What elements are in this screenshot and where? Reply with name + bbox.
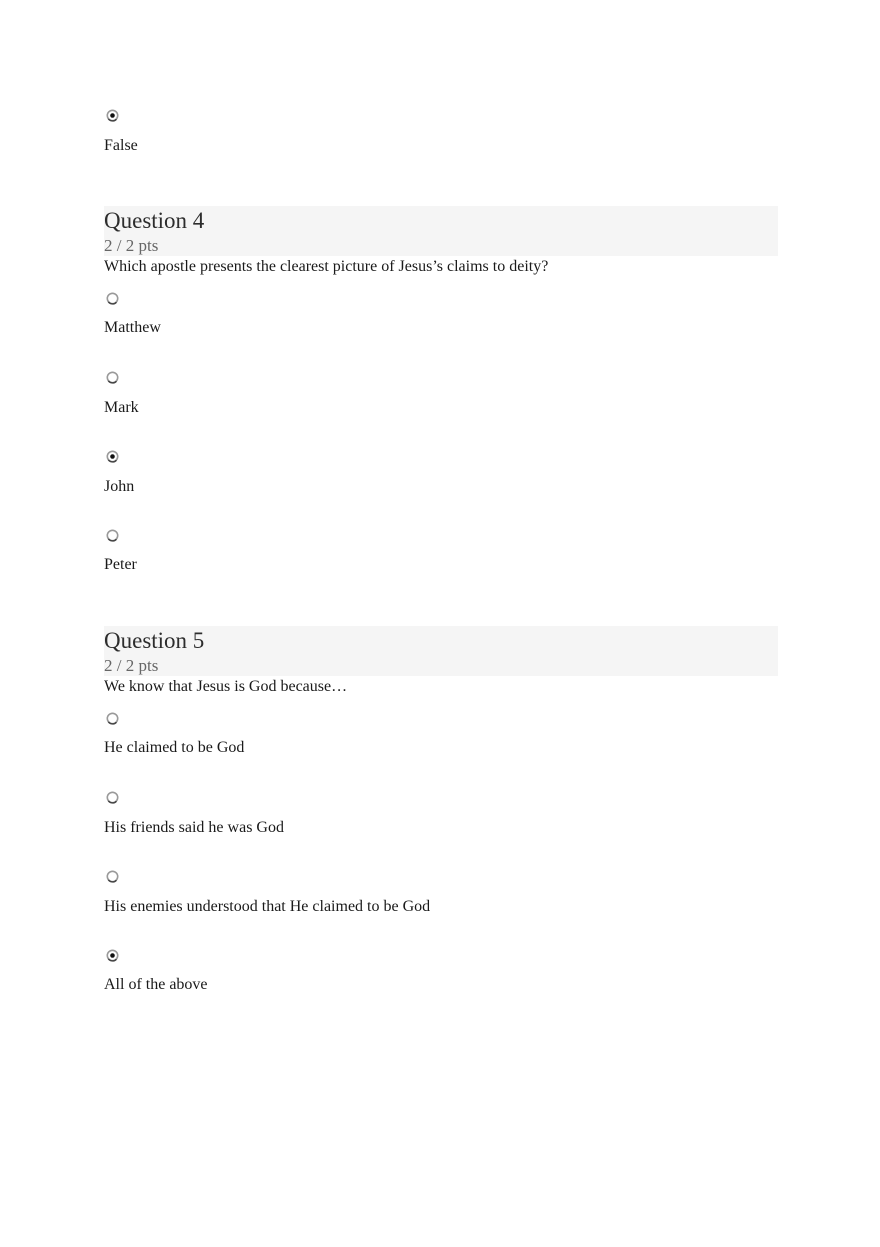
question-points: 2 / 2 pts xyxy=(104,236,159,255)
answer-label: False xyxy=(104,137,138,154)
radio-selected-dot xyxy=(110,953,115,958)
question-title: Question 5 xyxy=(104,628,205,653)
question-title: Question 4 xyxy=(104,208,205,233)
radio-button[interactable] xyxy=(106,529,119,542)
radio-button[interactable] xyxy=(106,791,119,804)
radio-button[interactable] xyxy=(106,949,119,962)
radio-button[interactable] xyxy=(106,450,119,463)
question-text: Which apostle presents the clearest picture of Jesus’s claims to deity? xyxy=(104,258,549,275)
answer-label: Peter xyxy=(104,556,137,573)
answer-label: Mark xyxy=(104,399,139,416)
radio-button[interactable] xyxy=(106,292,119,305)
question-text: We know that Jesus is God because… xyxy=(104,678,348,695)
answer-label: All of the above xyxy=(104,976,208,993)
answer-label: His friends said he was God xyxy=(104,819,284,836)
question-points: 2 / 2 pts xyxy=(104,656,159,675)
question-header xyxy=(104,206,778,256)
radio-button[interactable] xyxy=(106,371,119,384)
radio-selected-dot xyxy=(110,113,115,118)
radio-selected-dot xyxy=(110,454,115,459)
radio-button[interactable] xyxy=(106,870,119,883)
answer-label: John xyxy=(104,478,135,495)
radio-button[interactable] xyxy=(106,109,119,122)
radio-button[interactable] xyxy=(106,712,119,725)
answer-label: His enemies understood that He claimed to be God xyxy=(104,898,431,915)
answer-label: Matthew xyxy=(104,319,161,336)
answer-label: He claimed to be God xyxy=(104,739,245,756)
question-header xyxy=(104,626,778,676)
